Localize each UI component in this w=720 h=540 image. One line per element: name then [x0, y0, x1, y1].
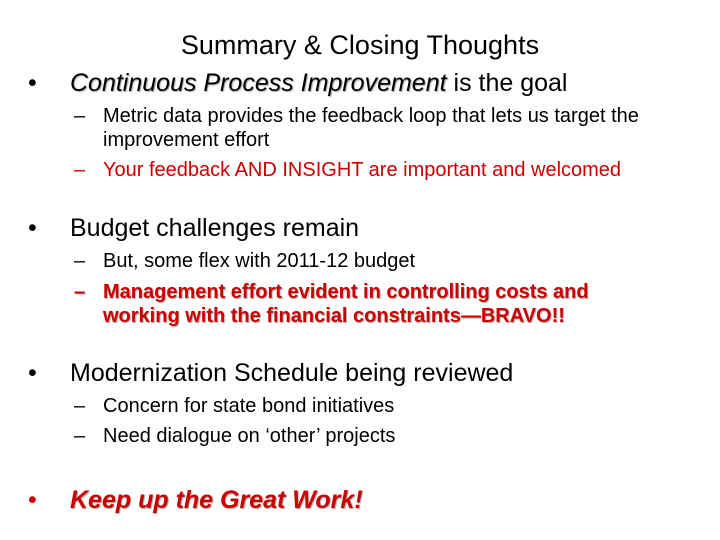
sub-bullet-state-bond: [74, 394, 654, 418]
sub-bullet-text: Metric data provides the feedback loop that lets us target the improvement effort: [103, 105, 639, 151]
sub-bullet-text: Management effort evident in controlling costs and working with the financial constraints—BRAVO!!: [103, 281, 589, 327]
bullet-keep-up: [28, 485, 363, 515]
sub-bullet-metric-data: [74, 104, 654, 152]
bullet-glyph: •: [28, 359, 37, 387]
slide-title: [0, 28, 720, 62]
continuous-improvement-emphasis: Continuous Process Improvement: [70, 69, 447, 97]
continuous-improvement-rest: is the goal: [446, 69, 568, 97]
bullet-glyph: •: [28, 486, 37, 514]
dash-glyph: –: [74, 425, 86, 447]
sub-bullet-some-flex: [74, 249, 654, 273]
sub-bullet-text: Concern for state bond initiatives: [103, 395, 395, 417]
dash-glyph: –: [74, 159, 86, 181]
sub-bullet-dialogue: [74, 424, 654, 448]
dash-glyph: –: [74, 281, 86, 303]
bullet-glyph: •: [28, 214, 37, 242]
dash-glyph: –: [74, 395, 86, 417]
dash-glyph: –: [74, 250, 86, 272]
modernization-text: Modernization Schedule being reviewed: [70, 359, 514, 387]
slide-title-text: Summary & Closing Thoughts: [180, 30, 540, 60]
bullet-glyph: •: [28, 69, 37, 97]
sub-bullet-text: Need dialogue on ‘other’ projects: [103, 425, 396, 447]
dash-glyph: –: [74, 105, 86, 127]
sub-bullet-management-effort: [74, 280, 654, 328]
bullet-budget-challenges: [28, 213, 359, 243]
sub-bullet-your-feedback: [74, 158, 654, 182]
sub-bullet-text: But, some flex with 2011-12 budget: [103, 250, 416, 272]
budget-challenges-text: Budget challenges remain: [70, 214, 360, 242]
sub-bullet-text: Your feedback AND INSIGHT are important and welcomed: [103, 159, 622, 181]
keep-up-text: Keep up the Great Work!: [70, 486, 363, 514]
bullet-continuous-improvement: [28, 68, 567, 98]
bullet-modernization: [28, 358, 513, 388]
